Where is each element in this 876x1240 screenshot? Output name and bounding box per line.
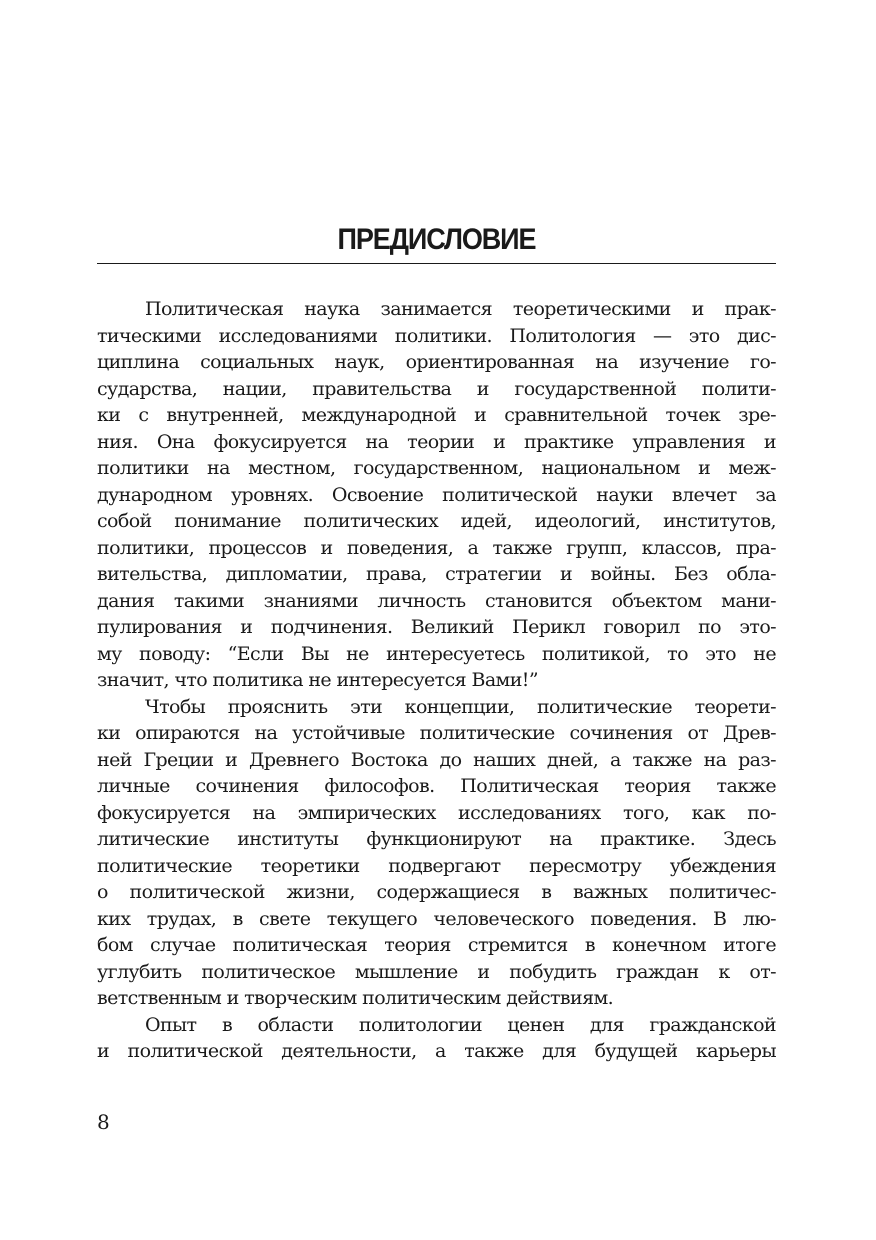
- text-line: ней Греции и Древнего Востока до наших дней, а также на раз-: [97, 748, 776, 771]
- text-line: литические институты функционируют на практике. Здесь: [97, 828, 776, 850]
- text-line: ких трудах, в свете текущего человеческого поведения. В лю-: [97, 907, 776, 930]
- page-number: 8: [97, 1110, 110, 1134]
- text-line: Чтобы прояснить эти концепции, политические теорети-: [145, 695, 776, 718]
- text-line: политические теоретики подвергают пересмотру убеждения: [97, 854, 776, 877]
- text-line: ния. Она фокусируется на теории и практике управления и: [97, 430, 776, 453]
- text-line: личные сочинения философов. Политическая теория также: [97, 775, 776, 797]
- text-line: тическими исследованиями политики. Политология — это дис-: [97, 324, 776, 347]
- text-line: ки с внутренней, международной и сравнительной точек зре-: [97, 404, 776, 426]
- text-line: ки опираются на устойчивые политические сочинения от Древ-: [97, 722, 776, 744]
- text-line: значит, что политика не интересуется Вами!”: [97, 669, 538, 691]
- text-line: сударства, нации, правительства и государственной полити-: [97, 377, 776, 400]
- text-line: Политическая наука занимается теоретическими и прак-: [145, 298, 776, 320]
- page-title: ПРЕДИСЛОВИЕ: [337, 223, 536, 256]
- text-line: углубить политическое мышление и побудить граждан к от-: [97, 960, 776, 983]
- text-line: Опыт в области политологии ценен для гражданской: [145, 1013, 776, 1036]
- text-line: о политической жизни, содержащиеся в важных политичес-: [97, 881, 776, 903]
- text-line: дания такими знаниями личность становится объектом мани-: [97, 589, 776, 612]
- paragraph-1: [97, 296, 776, 694]
- paragraph-2: [97, 694, 776, 1012]
- title-underline: [97, 263, 776, 264]
- text-line: му поводу: “Если Вы не интересуетесь политикой, то это не: [97, 642, 776, 665]
- text-line: циплина социальных наук, ориентированная на изучение го-: [97, 351, 776, 373]
- text-line: вительства, дипломатии, права, стратегии и войны. Без обла-: [97, 563, 776, 585]
- text-line: политики на местном, государственном, национальном и меж-: [97, 457, 776, 479]
- text-line: дународном уровнях. Освоение политической науки влечет за: [97, 483, 776, 506]
- body-text: [97, 296, 776, 1065]
- text-line: и политической деятельности, а также для будущей карьеры: [97, 1040, 776, 1062]
- text-line: собой понимание политических идей, идеологий, институтов,: [97, 510, 776, 532]
- text-line: фокусируется на эмпирических исследованиях того, как по-: [97, 801, 776, 824]
- text-line: бом случае политическая теория стремится в конечном итоге: [97, 934, 776, 956]
- text-line: пулирования и подчинения. Великий Перикл говорил по это-: [97, 616, 776, 638]
- paragraph-3: [97, 1012, 776, 1065]
- text-line: ветственным и творческим политическим действиям.: [97, 987, 614, 1009]
- text-line: политики, процессов и поведения, а также групп, классов, пра-: [97, 536, 776, 559]
